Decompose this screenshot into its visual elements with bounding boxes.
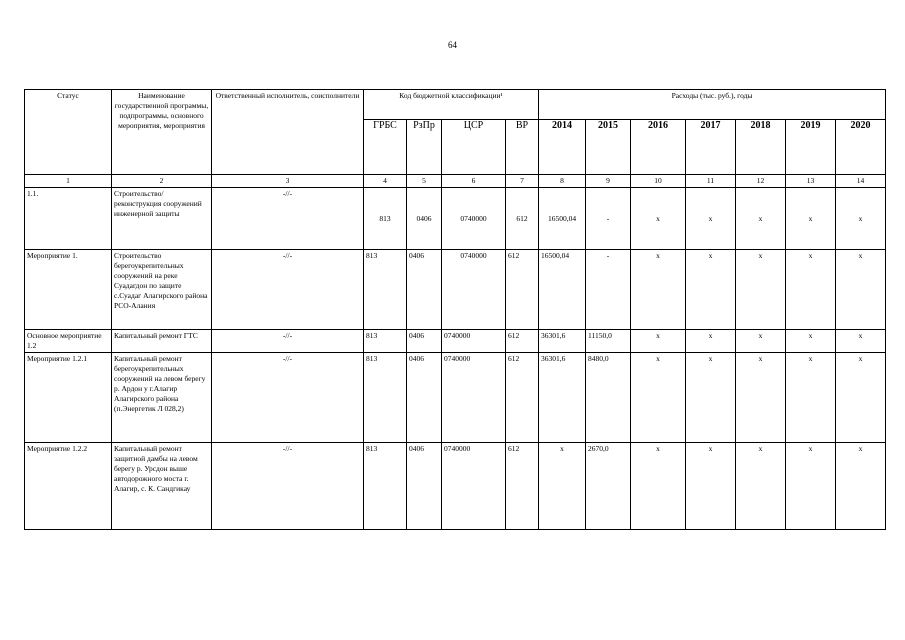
cell-csr: 0740000 (442, 330, 506, 353)
column-number: 11 (686, 175, 736, 188)
cell-value: x (786, 353, 836, 443)
cell-executor: -//- (212, 188, 364, 250)
cell-value: x (736, 250, 786, 330)
cell-value: x (836, 443, 886, 530)
header-year: 2015 (586, 120, 631, 175)
cell-name: Капитальный ремонт ГТС (112, 330, 212, 353)
table-row (25, 330, 886, 353)
header-year: 2019 (786, 120, 836, 175)
header-status: Статус (25, 90, 112, 175)
cell-status: Основное мероприятие 1.2 (25, 330, 112, 353)
cell-value: x (736, 188, 786, 250)
cell-value: 36301,6 (539, 330, 586, 353)
cell-rzpr: 0406 (407, 188, 442, 250)
cell-rzpr: 0406 (407, 250, 442, 330)
cell-name: Капитальный ремонт берегоукрепительных сооружений на левом берегу р. Ардон у г.Алагир Алагирского района (п.Энергетик Л 028,2) (112, 353, 212, 443)
page-number: 64 (448, 40, 457, 50)
cell-value: 11150,0 (586, 330, 631, 353)
cell-name: Строительство/ реконструкция сооружений инженерной защиты (112, 188, 212, 250)
cell-executor: -//- (212, 250, 364, 330)
cell-value: x (736, 330, 786, 353)
cell-executor: -//- (212, 353, 364, 443)
cell-csr: 0740000 (442, 188, 506, 250)
cell-vr: 612 (506, 330, 539, 353)
column-number: 8 (539, 175, 586, 188)
header-year: 2016 (631, 120, 686, 175)
cell-value: x (736, 443, 786, 530)
cell-value: x (686, 443, 736, 530)
header-expenses: Расходы (тыс. руб.), годы (539, 90, 886, 120)
column-number: 7 (506, 175, 539, 188)
cell-value: x (736, 353, 786, 443)
cell-value: x (686, 353, 736, 443)
column-number: 10 (631, 175, 686, 188)
column-number: 1 (25, 175, 112, 188)
table-row (25, 188, 886, 250)
cell-value: 8480,0 (586, 353, 631, 443)
table-row (25, 353, 886, 443)
cell-value: x (631, 330, 686, 353)
cell-value: x (786, 188, 836, 250)
cell-grbs: 813 (364, 443, 407, 530)
cell-name: Капитальный ремонт защитной дамбы на левом берегу р. Урсдон выше автодорожного моста г. Алагир, с. К. Сандгикау (112, 443, 212, 530)
column-number: 6 (442, 175, 506, 188)
header-csr: ЦСР (442, 120, 506, 175)
cell-value: 36301,6 (539, 353, 586, 443)
header-name: Наименование государственной программы, подпрограммы, основного мероприятия, мероприятия (112, 90, 212, 175)
column-number: 3 (212, 175, 364, 188)
header-year: 2020 (836, 120, 886, 175)
cell-vr: 612 (506, 250, 539, 330)
cell-value: 16500,04 (539, 250, 586, 330)
column-number: 9 (586, 175, 631, 188)
cell-csr: 0740000 (442, 353, 506, 443)
cell-value: 16500,04 (539, 188, 586, 250)
cell-value: x (686, 250, 736, 330)
header-vr: ВР (506, 120, 539, 175)
cell-grbs: 813 (364, 250, 407, 330)
cell-value: x (686, 188, 736, 250)
cell-status: Мероприятие 1. (25, 250, 112, 330)
cell-value: x (836, 353, 886, 443)
header-year: 2018 (736, 120, 786, 175)
header-grbs: ГРБС (364, 120, 407, 175)
cell-rzpr: 0406 (407, 353, 442, 443)
cell-value: x (836, 330, 886, 353)
table-row (25, 250, 886, 330)
column-number: 5 (407, 175, 442, 188)
cell-value: x (631, 353, 686, 443)
cell-rzpr: 0406 (407, 330, 442, 353)
column-number: 13 (786, 175, 836, 188)
column-number: 12 (736, 175, 786, 188)
cell-name: Строительство берегоукрепительных сооружений на реке Суадагдон по защите с.Суадаг Алагирского района РСО-Алания (112, 250, 212, 330)
cell-value: x (786, 330, 836, 353)
cell-vr: 612 (506, 353, 539, 443)
cell-status: 1.1. (25, 188, 112, 250)
cell-value: x (836, 250, 886, 330)
column-number: 14 (836, 175, 886, 188)
table-row (25, 443, 886, 530)
cell-value: - (586, 250, 631, 330)
cell-value: x (539, 443, 586, 530)
budget-table (24, 89, 886, 530)
cell-value: x (631, 250, 686, 330)
cell-executor: -//- (212, 330, 364, 353)
cell-vr: 612 (506, 188, 539, 250)
cell-value: x (631, 443, 686, 530)
cell-value: 2670,0 (586, 443, 631, 530)
cell-executor: -//- (212, 443, 364, 530)
cell-value: x (786, 250, 836, 330)
cell-rzpr: 0406 (407, 443, 442, 530)
cell-value: x (686, 330, 736, 353)
cell-value: x (786, 443, 836, 530)
cell-value: - (586, 188, 631, 250)
cell-grbs: 813 (364, 330, 407, 353)
cell-grbs: 813 (364, 353, 407, 443)
column-number: 2 (112, 175, 212, 188)
cell-csr: 0740000 (442, 443, 506, 530)
column-number: 4 (364, 175, 407, 188)
header-rzpr: РзПр (407, 120, 442, 175)
cell-status: Мероприятие 1.2.2 (25, 443, 112, 530)
header-budget-code: Код бюджетной классификации¹ (364, 90, 539, 120)
cell-value: x (836, 188, 886, 250)
cell-value: x (631, 188, 686, 250)
cell-vr: 612 (506, 443, 539, 530)
header-executor: Ответственный исполнитель, соисполнители (212, 90, 364, 175)
header-year: 2017 (686, 120, 736, 175)
header-year: 2014 (539, 120, 586, 175)
cell-status: Мероприятие 1.2.1 (25, 353, 112, 443)
cell-grbs: 813 (364, 188, 407, 250)
cell-csr: 0740000 (442, 250, 506, 330)
